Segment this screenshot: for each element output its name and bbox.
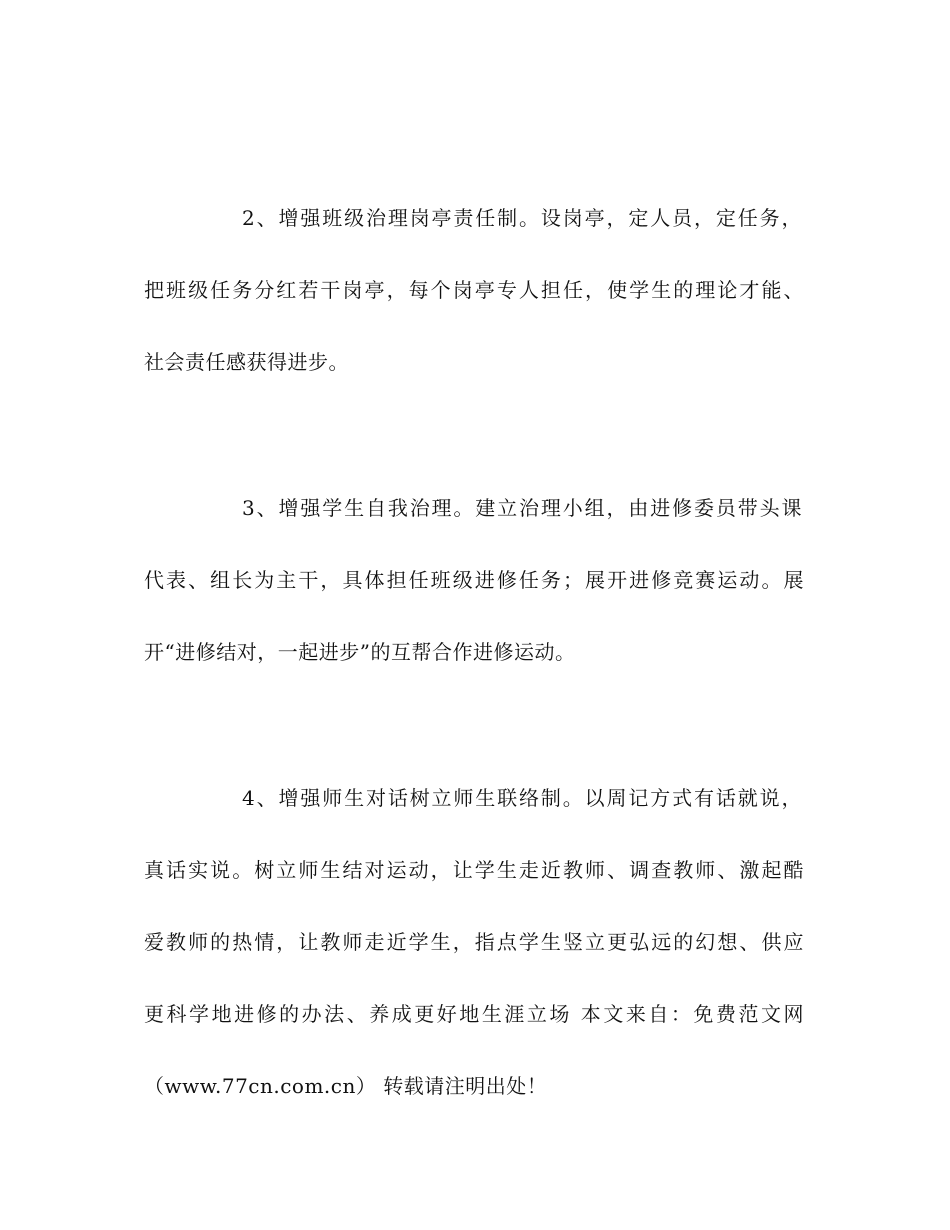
paragraph-line: 3、增强学生自我治理。建立治理小组，由进修委员带头课 [242,496,802,520]
paragraph-line: 开“进修结对，一起进步”的互帮合作进修运动。 [144,640,576,664]
paragraph-line: 更科学地进修的办法、养成更好地生涯立场 本文来自：免费范文网 [144,1002,804,1026]
paragraph-line: 爱教师的热情，让教师走近学生，指点学生竖立更弘远的幻想、供应 [144,930,804,954]
paragraph-line: 2、增强班级治理岗亭责任制。设岗亭，定人员，定任务， [242,206,802,230]
paragraph-line: （www.77cn.com.cn） 转载请注明出处！ [144,1074,548,1098]
paragraph-line: 4、增强师生对话树立师生联络制。以周记方式有话就说， [242,786,802,810]
paragraph-line: 把班级任务分红若干岗亭，每个岗亭专人担任，使学生的理论才能、 [144,278,804,302]
paragraph-line: 社会责任感获得进步。 [144,350,349,374]
paragraph-line: 代表、组长为主干，具体担任班级进修任务；展开进修竞赛运动。展 [144,568,804,592]
paragraph-line: 真话实说。树立师生结对运动，让学生走近教师、调查教师、激起酷 [144,858,804,882]
